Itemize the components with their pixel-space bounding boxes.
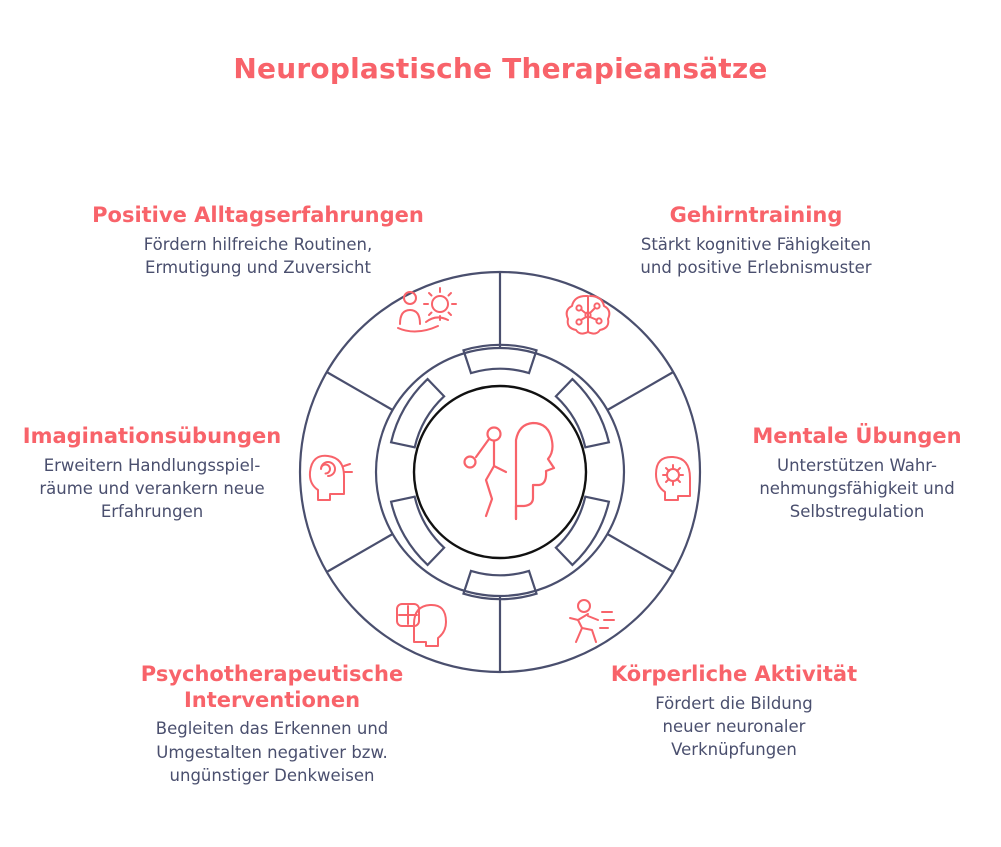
segment-label-koerperliche-aktivitaet <box>578 662 890 762</box>
brain-network-icon <box>567 296 610 334</box>
desc-line: Erweitern Handlungsspiel- <box>43 455 261 475</box>
running-person-icon <box>570 600 614 642</box>
desc-line: Umgestalten negativer bzw. <box>156 742 388 762</box>
segment-title <box>110 662 434 713</box>
segment-title: Mentale Übungen <box>752 424 962 448</box>
desc-line: Unterstützen Wahr- <box>777 455 937 475</box>
segment-description <box>110 717 434 787</box>
desc-line: nehmungsfähigkeit und <box>759 479 955 499</box>
segment-label-gehirntraining <box>566 203 946 279</box>
segment-description <box>58 233 458 280</box>
spoke-lower-left <box>327 534 393 572</box>
segment-title: Positive Alltagserfahrungen <box>92 203 424 227</box>
segment-label-positive-alltagserfahrungen <box>58 203 458 279</box>
desc-line: räume und verankern neue <box>39 479 265 499</box>
segment-title: Körperliche Aktivität <box>610 662 858 686</box>
desc-line: Selbstregulation <box>789 502 925 522</box>
title-line: Psychotherapeutische <box>140 662 404 686</box>
segment-title: Imaginationsübungen <box>22 424 282 448</box>
segment-title: Gehirntraining <box>669 203 843 227</box>
segment-description <box>578 692 890 762</box>
desc-line: Verknüpfungen <box>671 740 797 760</box>
spoke-lower-right <box>607 534 673 572</box>
desc-line: neuer neuronaler <box>662 717 806 737</box>
desc-line: Fördern hilfreiche Routinen, <box>143 234 373 254</box>
head-medical-cross-icon <box>397 604 446 646</box>
desc-line: Begleiten das Erkennen und <box>155 719 389 739</box>
desc-line: und positive Erlebnismuster <box>640 258 872 278</box>
center-circle <box>414 386 586 558</box>
head-spiral-imagination-icon <box>310 456 352 500</box>
desc-line: Erfahrungen <box>100 502 204 522</box>
page-title: Neuroplastische Therapieansätze <box>233 52 768 85</box>
spoke-upper-left <box>327 372 393 410</box>
segment-description <box>8 454 296 524</box>
spoke-upper-right <box>607 372 673 410</box>
desc-line: Stärkt kognitive Fähigkeiten <box>640 234 872 254</box>
segment-label-mentale-uebungen <box>716 424 998 524</box>
desc-line: ungünstiger Denkweisen <box>169 766 375 786</box>
segment-description <box>716 454 998 524</box>
desc-line: Ermutigung und Zuversicht <box>145 258 371 278</box>
title-line: Interventionen <box>183 687 361 712</box>
segment-label-imaginationsuebungen <box>8 424 296 524</box>
head-gear-icon <box>656 457 690 500</box>
desc-line: Fördert die Bildung <box>655 693 813 713</box>
segment-label-psychotherapeutische-interventionen <box>110 662 434 787</box>
segment-description <box>566 233 946 280</box>
